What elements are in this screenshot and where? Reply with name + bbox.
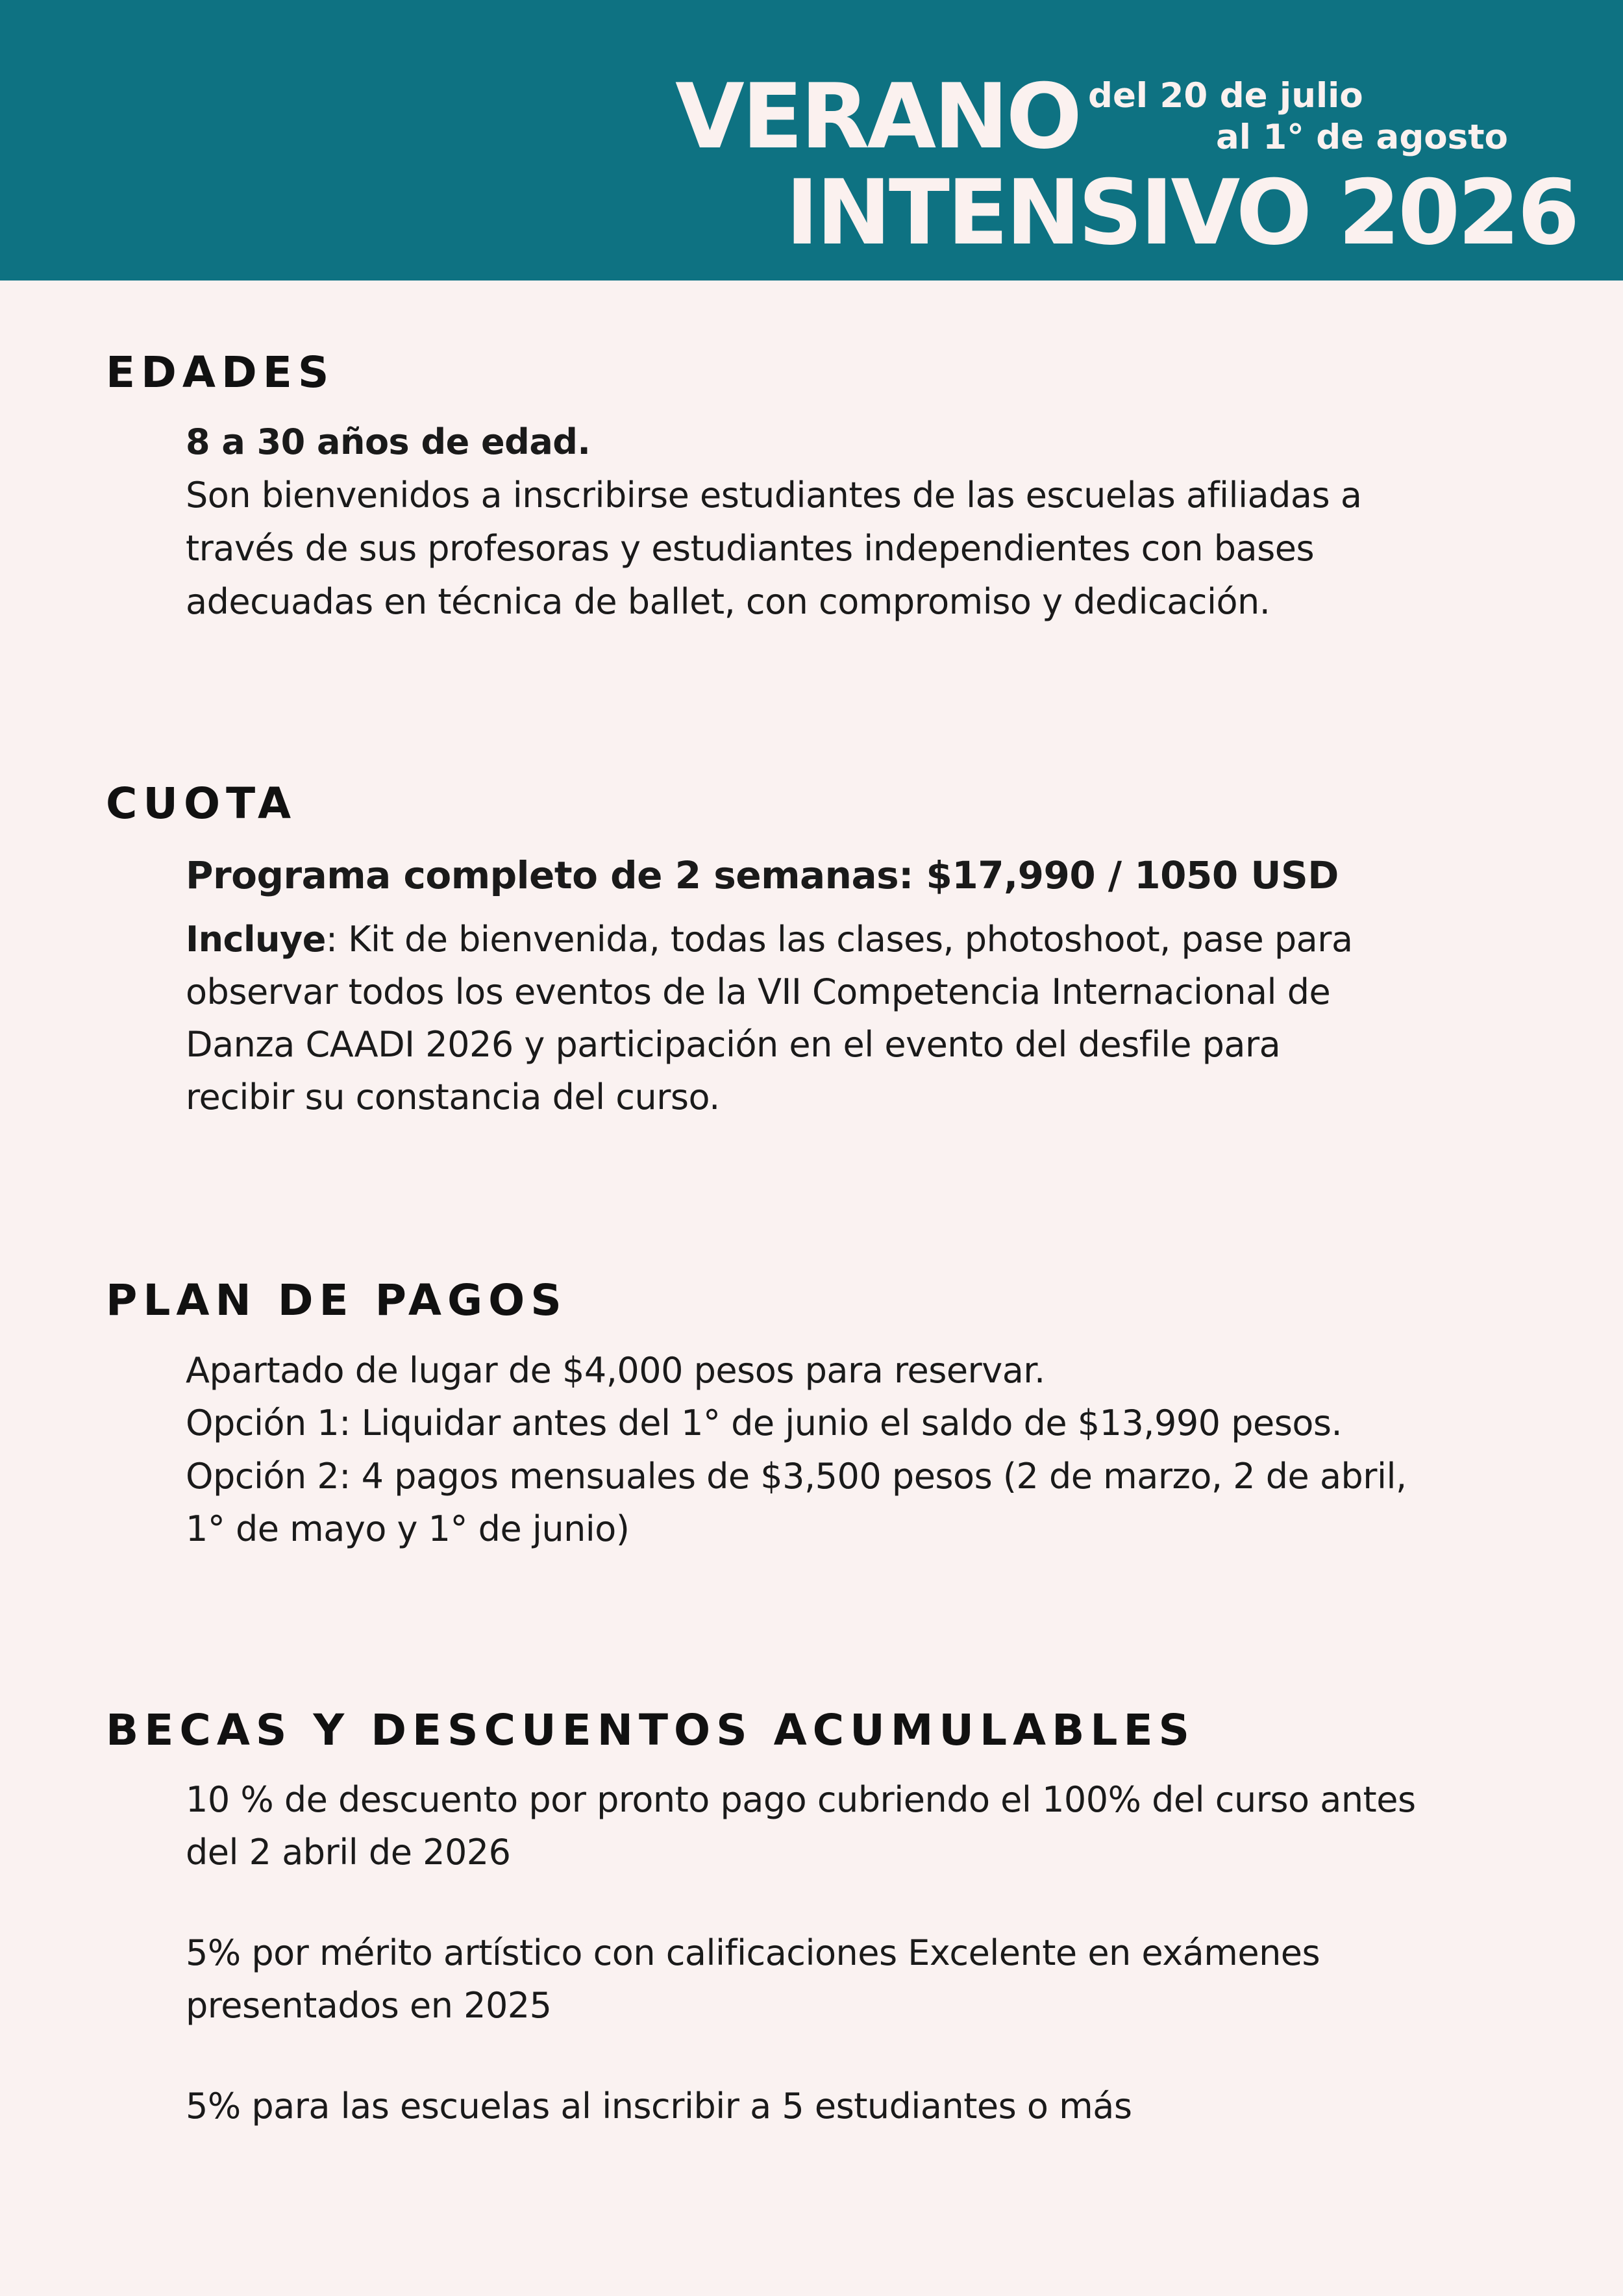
becas-line-1: 10 % de descuento por pronto pago cubriendo el 100% del curso antes [186,1779,1416,1820]
becas-line-5: 5% para las escuelas al inscribir a 5 estudiantes o más [186,2086,1132,2127]
cuota-line-2: observar todos los eventos de la VII Competencia Internacional de [186,971,1331,1012]
becas-line-4: presentados en 2025 [186,1985,552,2026]
heading-becas: BECAS Y DESCUENTOS ACUMULABLES [106,1705,1196,1755]
edades-line-1: Son bienvenidos a inscribirse estudiantes de las escuelas afiliadas a [186,475,1362,516]
heading-cuota: CUOTA [106,779,297,829]
title-verano: VERANO [675,64,1080,169]
cuota-line-1 [186,914,1353,966]
cuota-line-3: Danza CAADI 2026 y participación en el evento del desfile para [186,1024,1281,1065]
plan-line-1: Apartado de lugar de $4,000 pesos para reservar. [186,1350,1045,1391]
edades-line-2: través de sus profesoras y estudiantes independientes con bases [186,528,1315,569]
date-start: del 20 de julio [1088,76,1363,116]
becas-line-3: 5% por mérito artístico con calificaciones Excelente en exámenes [186,1932,1320,1973]
includes-label: Incluye [186,919,326,960]
plan-line-3: Opción 2: 4 pagos mensuales de $3,500 pesos (2 de marzo, 2 de abril, [186,1456,1407,1497]
edades-line-3: adecuadas en técnica de ballet, con compromiso y dedicación. [186,581,1270,622]
edades-subtitle: 8 a 30 años de edad. [186,421,591,462]
header-banner [0,0,1623,281]
title-intensivo: INTENSIVO 2026 [786,160,1578,265]
includes-text: : Kit de bienvenida, todas las clases, photoshoot, pase para [325,919,1353,960]
plan-line-4: 1° de mayo y 1° de junio) [186,1508,630,1549]
becas-line-2: del 2 abril de 2026 [186,1832,511,1873]
cuota-subtitle: Programa completo de 2 semanas: $17,990 / 1050 USD [186,853,1339,897]
plan-line-2: Opción 1: Liquidar antes del 1° de junio el saldo de $13,990 pesos. [186,1403,1343,1443]
heading-plan-pagos: PLAN DE PAGOS [106,1275,567,1325]
heading-edades: EDADES [106,347,335,397]
date-end: al 1° de agosto [1216,118,1508,157]
cuota-line-4: recibir su constancia del curso. [186,1077,720,1117]
